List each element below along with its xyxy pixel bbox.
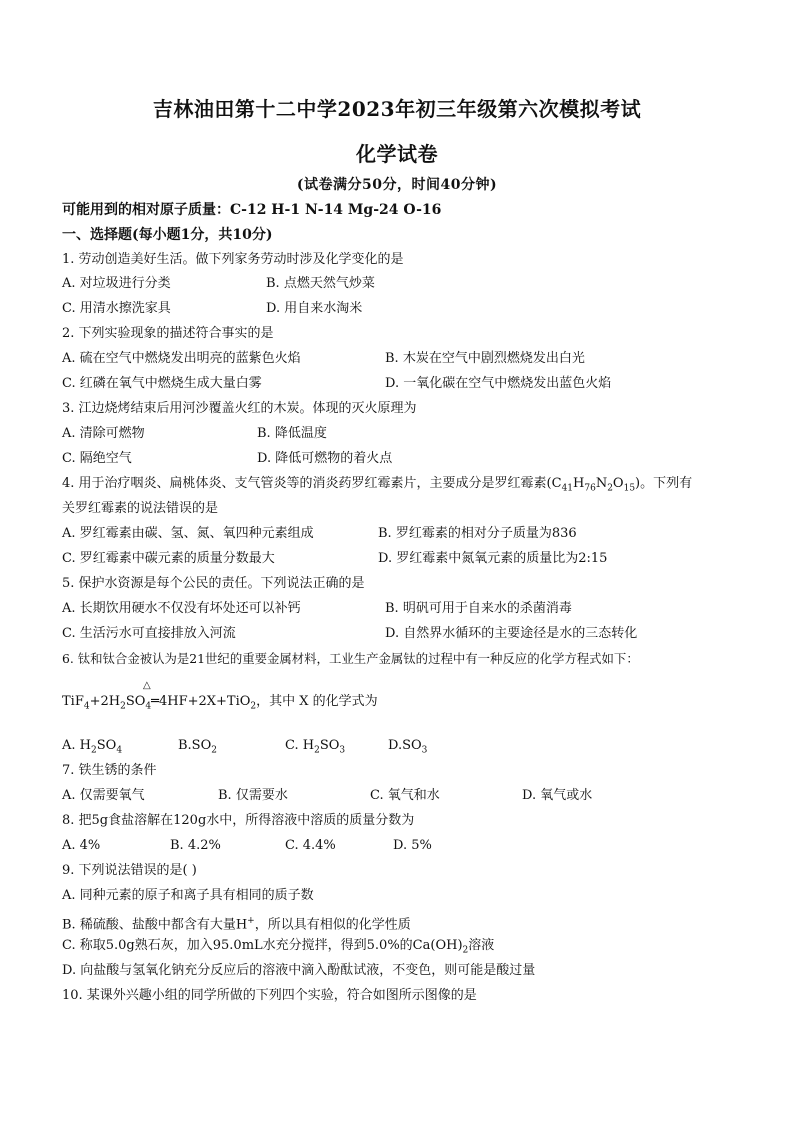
q1-option-c: C. 用清水擦洗家具 [62, 301, 171, 316]
opt-sub: 4 [116, 745, 123, 756]
eq-sub: 4 [83, 701, 90, 712]
opt-part: B. 稀硫酸、盐酸中都含有大量H [62, 917, 248, 933]
q9-option-a: A. 同种元素的原子和离子具有相同的质子数 [62, 888, 314, 903]
q3-option-d: D. 降低可燃物的着火点 [257, 451, 393, 466]
q5-option-b: B. 明矾可用于自来水的杀菌消毒 [385, 601, 572, 616]
q8-stem: 8. 把5g食盐溶解在120g水中，所得溶液中溶质的质量分数为 [62, 813, 415, 828]
opt-part: SO [319, 738, 340, 753]
q4-stem [62, 476, 692, 497]
formula-n: N [595, 476, 608, 491]
q6-equation [62, 690, 378, 712]
eq-sub: 2 [250, 701, 257, 712]
q5-option-d: D. 自然界水循环的主要途径是水的三态转化 [385, 626, 638, 641]
opt-part: D.SO [388, 738, 422, 753]
opt-sup: + [247, 916, 255, 926]
q5-option-c: C. 生活污水可直接排放入河流 [62, 626, 236, 641]
q4-option-a: A. 罗红霉素由碳、氢、氮、氧四种元素组成 [62, 526, 314, 541]
eq-part: TiF [62, 694, 84, 709]
q3-option-b: B. 降低温度 [257, 426, 327, 441]
q7-stem: 7. 铁生锈的条件 [62, 763, 157, 778]
q3-option-c: C. 隔绝空气 [62, 451, 132, 466]
q9-option-d: D. 向盐酸与氢氧化钠充分反应后的溶液中滴入酚酞试液，不变色，则可能是酸过量 [62, 963, 536, 978]
formula-o: O [612, 476, 624, 491]
opt-sub: 2 [211, 745, 217, 756]
formula-sub-c: 41 [561, 483, 574, 494]
eq-sub: 4 [145, 701, 152, 712]
q7-option-c: C. 氧气和水 [370, 788, 440, 803]
formula-h: H [573, 476, 585, 491]
opt-sub: 2 [91, 745, 97, 756]
opt-sub: 3 [421, 745, 428, 756]
delta-symbol: △ [143, 680, 151, 691]
q6-option-c [285, 738, 345, 759]
q4-option-b: B. 罗红霉素的相对分子质量为836 [378, 526, 577, 541]
q6-option-a [62, 738, 122, 759]
opt-sub: 2 [314, 745, 320, 756]
q4-option-d: D. 罗红霉素中氮氧元素的质量比为2:15 [378, 551, 608, 566]
q4-stem-line2: 关罗红霉素的说法错误的是 [62, 501, 219, 516]
q4-option-c: C. 罗红霉素中碳元素的质量分数最大 [62, 551, 275, 566]
q8-option-b: B. 4.2% [170, 838, 221, 853]
q5-option-a: A. 长期饮用硬水不仅没有坏处还可以补钙 [62, 601, 301, 616]
q6-option-d [388, 738, 427, 759]
opt-sub: 2 [462, 945, 469, 956]
q1-option-b: B. 点燃天然气炒菜 [266, 276, 375, 291]
q1-stem: 1. 劳动创造美好生活。做下列家务劳动时涉及化学变化的是 [62, 252, 404, 267]
opt-part: ，所以具有相似的化学性质 [254, 917, 411, 933]
eq-part: ，其中 X 的化学式为 [256, 694, 378, 709]
q10-stem: 10. 某课外兴趣小组的同学所做的下列四个实验，符合如图所示图像的是 [62, 988, 477, 1003]
q9-stem: 9. 下列说法错误的是( ) [62, 863, 197, 878]
eq-sub: 2 [120, 701, 126, 712]
eq-part: SO [125, 694, 146, 709]
q7-option-b: B. 仅需要水 [218, 788, 288, 803]
exam-note: (试卷满分50分，时间40分钟) [296, 177, 498, 193]
opt-part: C. 称取5.0g熟石灰，加入95.0mL水充分搅拌，得到5.0%的Ca(OH) [62, 938, 463, 953]
subject-title: 化学试卷 [356, 142, 438, 166]
q7-option-d: D. 氧气或水 [522, 788, 593, 803]
q1-option-a: A. 对垃圾进行分类 [62, 276, 171, 291]
q8-option-c: C. 4.4% [285, 838, 336, 853]
q3-stem: 3. 江边烧烤结束后用河沙覆盖火红的木炭。体现的灭火原理为 [62, 401, 417, 416]
q2-option-b: B. 木炭在空气中剧烈燃烧发出白光 [385, 351, 585, 366]
q8-option-a: A. 4% [62, 838, 101, 853]
q8-option-d: D. 5% [393, 838, 432, 853]
atomic-masses: 可能用到的相对原子质量：C-12 H-1 N-14 Mg-24 O-16 [62, 202, 442, 218]
q9-option-c [62, 938, 494, 959]
eq-part: +2H [89, 694, 121, 709]
q9-option-b [62, 913, 411, 933]
formula-sub-h: 76 [584, 483, 596, 494]
q2-stem: 2. 下列实验现象的描述符合事实的是 [62, 326, 274, 341]
q4-stem-text: 4. 用于治疗咽炎、扁桃体炎、支气管炎等的消炎药罗红霉素片，主要成分是罗红霉素(C [62, 476, 562, 491]
q7-option-a: A. 仅需要氧气 [62, 788, 145, 803]
q4-stem-tail: )。下列有 [635, 476, 693, 491]
q3-option-a: A. 清除可燃物 [62, 426, 145, 441]
exam-title: 吉林油田第十二中学2023年初三年级第六次模拟考试 [152, 97, 642, 121]
opt-part: A. H [62, 738, 91, 753]
formula-sub-n: 2 [607, 483, 613, 494]
q2-option-c: C. 红磷在氧气中燃烧生成大量白雾 [62, 376, 262, 391]
q6-stem: 6. 钛和钛合金被认为是21世纪的重要金属材料，工业生产金属钛的过程中有一种反应的化学方程式如下： [62, 651, 639, 666]
opt-part: SO [96, 738, 117, 753]
opt-part: C. H [285, 738, 315, 753]
q1-option-d: D. 用自来水淘米 [266, 301, 363, 316]
q6-option-b [178, 738, 217, 759]
formula-sub-o: 15 [623, 483, 636, 494]
q2-option-d: D. 一氧化碳在空气中燃烧发出蓝色火焰 [385, 376, 612, 391]
q2-option-a: A. 硫在空气中燃烧发出明亮的蓝紫色火焰 [62, 351, 301, 366]
opt-sub: 3 [339, 745, 346, 756]
section-heading: 一、选择题(每小题1分，共10分) [62, 227, 273, 243]
eq-part: ═4HF+2X+TiO [151, 694, 251, 709]
q5-stem: 5. 保护水资源是每个公民的责任。下列说法正确的是 [62, 576, 365, 591]
opt-part: B.SO [178, 738, 212, 753]
opt-part: 溶液 [468, 938, 495, 953]
